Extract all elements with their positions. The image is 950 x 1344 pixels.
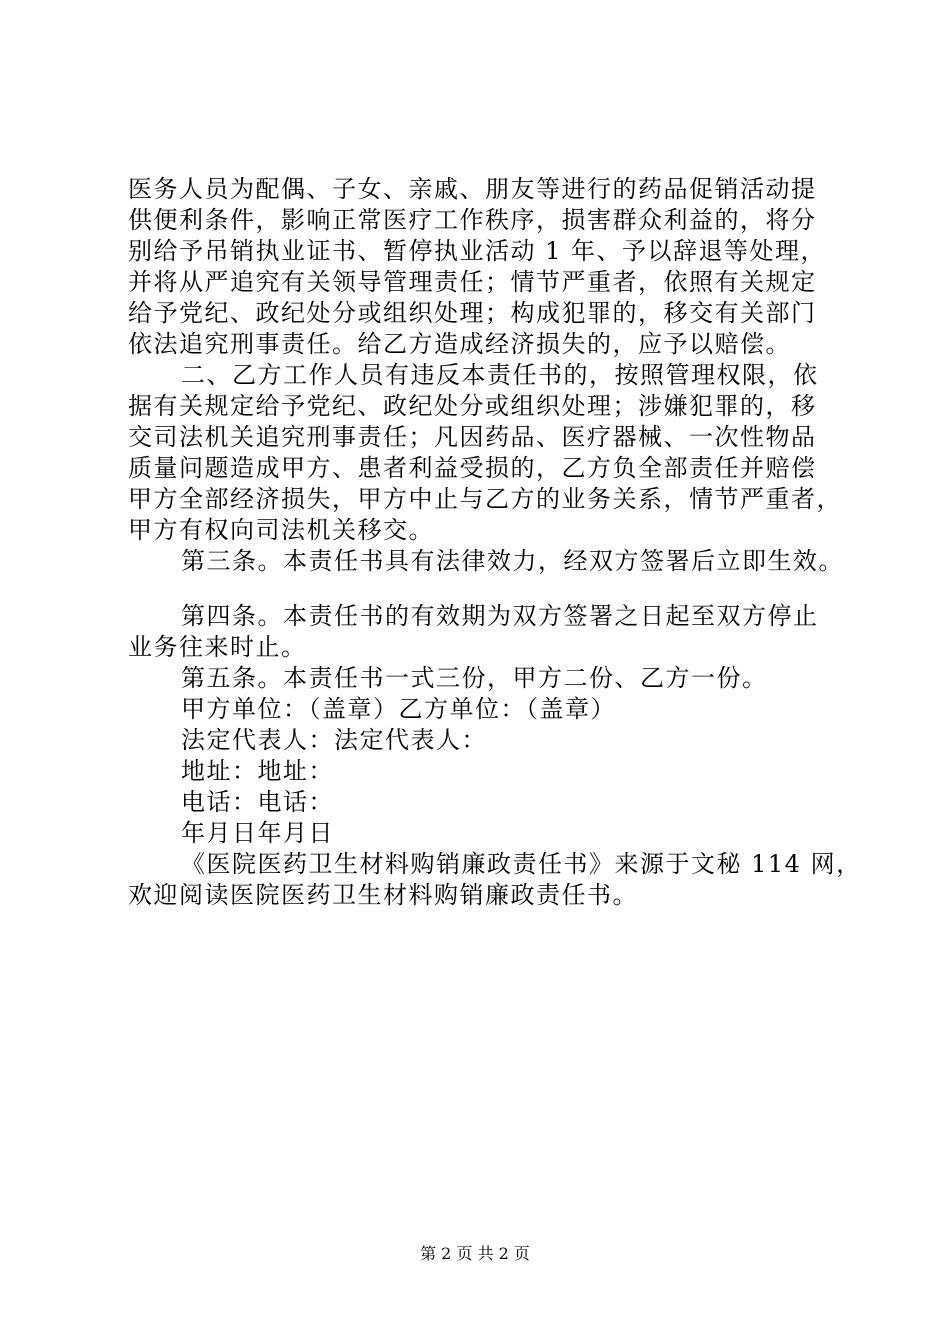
text-line: 依法追究刑事责任。给乙方造成经济损失的，应予以赔偿。 (128, 330, 791, 358)
paragraph-article-three (128, 546, 848, 577)
text-line: 供便利条件，影响正常医疗工作秩序，损害群众利益的，将分 (128, 206, 817, 234)
text-line: 第三条。本责任书具有法律效力，经双方签署后立即生效。 (181, 547, 844, 575)
text-line: 质量问题造成甲方、患者利益受损的，乙方负全部责任并赔偿 (128, 454, 817, 482)
text-line: 并将从严追究有关领导管理责任；情节严重者，依照有关规定 (128, 268, 817, 296)
paragraph-source-note (128, 849, 862, 911)
text-line: 法定代表人：法定代表人： (181, 726, 487, 754)
text-line: 第五条。本责任书一式三份，甲方二份、乙方一份。 (181, 664, 768, 692)
text-line: 二、乙方工作人员有违反本责任书的，按照管理权限，依 (181, 361, 819, 389)
page-number-footer: 第 2 页 共 2 页 (420, 1244, 530, 1263)
text-line: 据有关规定给予党纪、政纪处分或组织处理；涉嫌犯罪的，移 (128, 392, 817, 420)
text-line: 甲方有权向司法机关移交。 (128, 516, 434, 544)
signature-unit-line (128, 694, 848, 725)
text-line: 年月日年月日 (181, 819, 334, 847)
text-line: 医务人员为配偶、子女、亲戚、朋友等进行的药品促销活动提 (128, 175, 817, 203)
signature-phone-line (128, 787, 848, 818)
paragraph-article-five (128, 663, 848, 694)
text-line: 甲方单位：（盖章）乙方单位：（盖章） (181, 695, 616, 723)
signature-date-line (128, 818, 848, 849)
text-line: 业务往来时止。 (128, 633, 307, 661)
text-line: 给予党纪、政纪处分或组织处理；构成犯罪的，移交有关部门 (128, 299, 817, 327)
paragraph-party-b-violations (128, 360, 848, 546)
text-line: 《医院医药卫生材料购销廉政责任书》来源于文秘 114 网， (181, 850, 862, 878)
text-line: 地址：地址： (181, 757, 334, 785)
paragraph-liability-medical-staff (128, 174, 848, 360)
text-line: 欢迎阅读医院医药卫生材料购销廉政责任书。 (128, 881, 638, 909)
text-line: 第四条。本责任书的有效期为双方签署之日起至双方停止 (181, 602, 819, 630)
signature-address-line (128, 756, 848, 787)
paragraph-spacer (128, 577, 848, 601)
text-line: 别给予吊销执业证书、暂停执业活动 1 年、予以辞退等处理， (128, 237, 827, 265)
paragraph-article-four (128, 601, 848, 663)
text-line: 交司法机关追究刑事责任；凡因药品、医疗器械、一次性物品 (128, 423, 817, 451)
document-body (128, 174, 862, 911)
text-line: 甲方全部经济损失，甲方中止与乙方的业务关系，情节严重者， (128, 485, 842, 513)
text-line: 电话：电话： (181, 788, 334, 816)
signature-representative-line (128, 725, 848, 756)
